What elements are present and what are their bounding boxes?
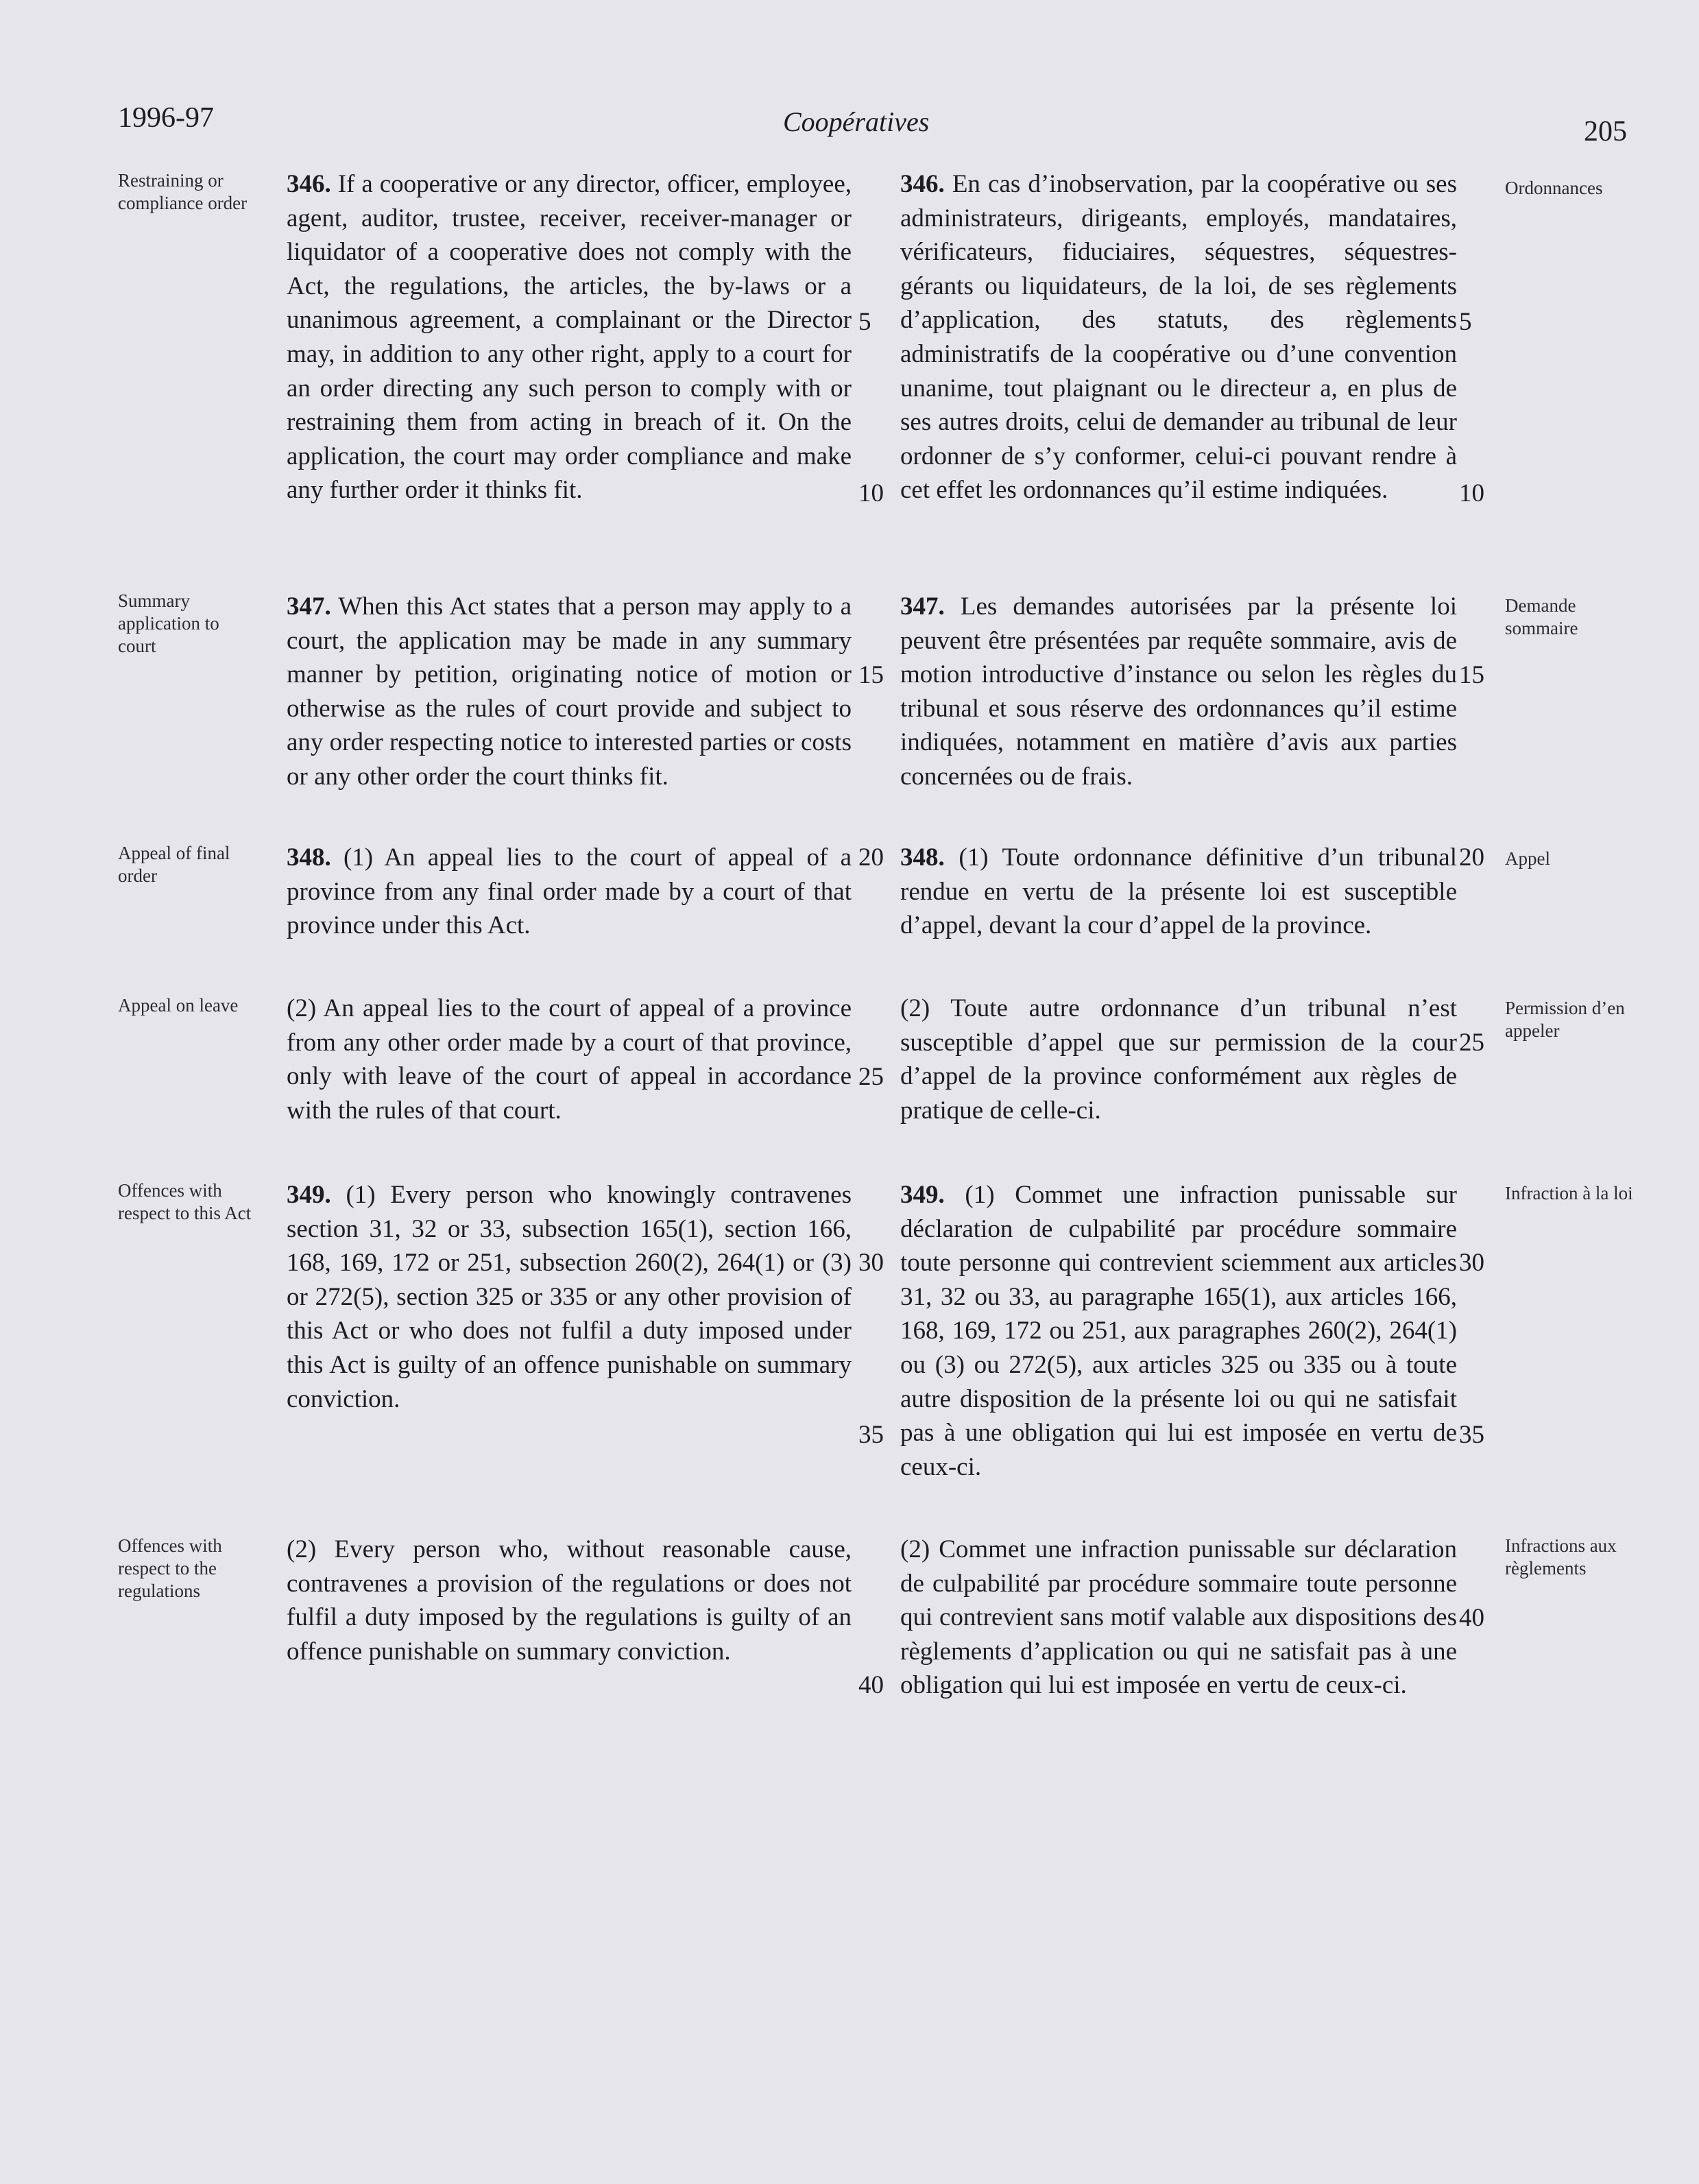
section-text: (1) Every person who knowingly contravenes section 31, 32 or 33, subsection 165(1), section 166, 168, 169, 172 or 251, subsection 260(2), 264(1) or (3) or 272(5), section 325 or 335 or any other provision of this Act or who does not fulfil a duty imposed under this Act is guilty of an offence punishable on summary conviction.	[287, 1181, 852, 1413]
section-text: (1) Commet une infraction punissable sur déclaration de culpabilité par procédure sommaire toute personne qui contrevient sciemment aux articles 31, 32 ou 33, au paragraphe 165(1), aux articles 166, 168, 169, 172 ou 251, aux paragraphes 260(2), 264(1) ou (3) ou 272(5), aux articles 325 ou 335 ou à toute autre disposition de la présente loi ou qui ne satisfait pas à une obligation qui lui est imposée en vertu de ceux-ci.	[900, 1181, 1457, 1481]
line-number-40-fr: 40	[1459, 1604, 1484, 1632]
page-number: 205	[1584, 116, 1627, 147]
margin-note-fr-348: Appel	[1505, 848, 1550, 869]
section-number: 349.	[900, 1181, 945, 1209]
line-number-5-fr: 5	[1459, 308, 1472, 336]
section-346-en	[287, 167, 852, 507]
section-349-2-en: (2) Every person who, without reasonable cause, contravenes a provision of the regulations or does not fulfil a duty imposed by the regulations is guilty of an offence punishable on summary conviction.	[287, 1535, 852, 1666]
line-number-15-fr: 15	[1459, 661, 1484, 689]
line-number-25: 25	[858, 1063, 884, 1091]
line-number-20: 20	[858, 843, 884, 872]
section-348-2-fr: (2) Toute autre ordonnance d’un tribunal n’est susceptible d’appel que sur permission de la cour d’appel de la province conformément aux règles de pratique de celle-ci.	[900, 994, 1457, 1125]
margin-note-en-346: Restraining or compliance order	[118, 170, 248, 213]
margin-note-fr-347: Demande sommaire	[1505, 595, 1578, 638]
section-347-fr	[900, 590, 1457, 794]
section-text: When this Act states that a person may apply to a court, the application may be made in any summary manner by petition, originating notice of motion or otherwise as the rules of court provide and subject to any order respecting notice to interested parties or costs or any other order the court thinks fit.	[287, 592, 852, 791]
section-number: 348.	[287, 843, 331, 872]
line-number-25-fr: 25	[1459, 1029, 1484, 1057]
section-text: En cas d’inobservation, par la coopérative ou ses administrateurs, dirigeants, employés, mandataires, vérificateurs, fiduciaires, séquestres, séquestres-gérants ou liquidateurs, de la loi, de ses règlements d’application, des statuts, des règlements administratifs de la coopérative ou d’une convention unanime, tout plaignant ou le directeur a, en plus de ses autres droits, celui de demander au tribunal de leur ordonner de s’y conformer, celui-ci pouvant rendre à cet effet les ordonnances qu’il estime indiquées.	[900, 170, 1457, 505]
margin-note-en-348: Appeal of final order	[118, 843, 230, 886]
section-text: If a cooperative or any director, officer, employee, agent, auditor, trustee, receiver, receiver-manager or liquidator of a cooperative does not comply with the Act, the regulations, the articles, the by-laws or a unanimous agreement, a complainant or the Director may, in addition to any other right, apply to a court for an order directing any such person to comply with or restraining them from acting in breach of it. On the application, the court may order compliance and make any further order it thinks fit.	[287, 170, 852, 505]
section-347-en	[287, 590, 852, 794]
header-title: Coopératives	[783, 106, 930, 137]
section-349-2-fr: (2) Commet une infraction punissable sur déclaration de culpabilité par procédure sommaire toute personne qui contrevient sans motif valable aux dispositions des règlements d’application ou qui ne satisfait pas à une obligation qui lui est imposée en vertu de ceux-ci.	[900, 1535, 1457, 1700]
margin-note-fr-349-2: Infractions aux règlements	[1505, 1535, 1617, 1579]
section-number: 347.	[287, 592, 331, 621]
line-number-40: 40	[858, 1671, 884, 1699]
section-text: (1) Toute ordonnance définitive d’un tribunal rendue en vertu de la présente loi est susceptible d’appel, devant la cour d’appel de la province.	[900, 843, 1457, 940]
line-number-5: 5	[858, 308, 871, 336]
section-346-fr	[900, 167, 1457, 507]
section-348-2-en: (2) An appeal lies to the court of appeal of a province from any other order made by a court of that province, only with leave of the court of appeal in accordance with the rules of that court.	[287, 994, 852, 1125]
margin-note-fr-346: Ordonnances	[1505, 178, 1603, 198]
section-number: 348.	[900, 843, 945, 872]
section-349-fr	[900, 1178, 1457, 1484]
line-number-30: 30	[858, 1249, 884, 1277]
line-number-30-fr: 30	[1459, 1249, 1484, 1277]
margin-note-fr-348-2: Permission d’en appeler	[1505, 998, 1625, 1041]
line-number-35-fr: 35	[1459, 1421, 1484, 1449]
line-number-15: 15	[858, 661, 884, 689]
line-number-10-fr: 10	[1459, 479, 1484, 507]
line-number-35: 35	[858, 1421, 884, 1449]
section-number: 349.	[287, 1181, 331, 1209]
margin-note-en-349-2: Offences with respect to the regulations	[118, 1535, 222, 1601]
margin-note-en-347: Summary application to court	[118, 590, 219, 656]
section-number: 346.	[287, 170, 331, 198]
line-number-20-fr: 20	[1459, 843, 1484, 872]
section-number: 346.	[900, 170, 945, 198]
section-number: 347.	[900, 592, 945, 621]
margin-note-en-349: Offences with respect to this Act	[118, 1180, 252, 1223]
header-year: 1996-97	[118, 102, 214, 134]
section-348-en	[287, 841, 852, 943]
margin-note-en-348-2: Appeal on leave	[118, 995, 239, 1016]
margin-note-fr-349: Infraction à la loi	[1505, 1183, 1633, 1203]
section-text: Les demandes autorisées par la présente loi peuvent être présentées par requête sommaire, avis de motion introductive d’instance ou selon les règles du tribunal et sous réserve des ordonnances qu’il estime indiquées, notamment en matière d’avis aux parties concernées ou de frais.	[900, 592, 1457, 791]
section-text: (1) An appeal lies to the court of appeal of a province from any final order made by a court of that province under this Act.	[287, 843, 852, 940]
section-348-fr	[900, 841, 1457, 943]
section-349-en	[287, 1178, 852, 1416]
line-number-10: 10	[858, 479, 884, 507]
